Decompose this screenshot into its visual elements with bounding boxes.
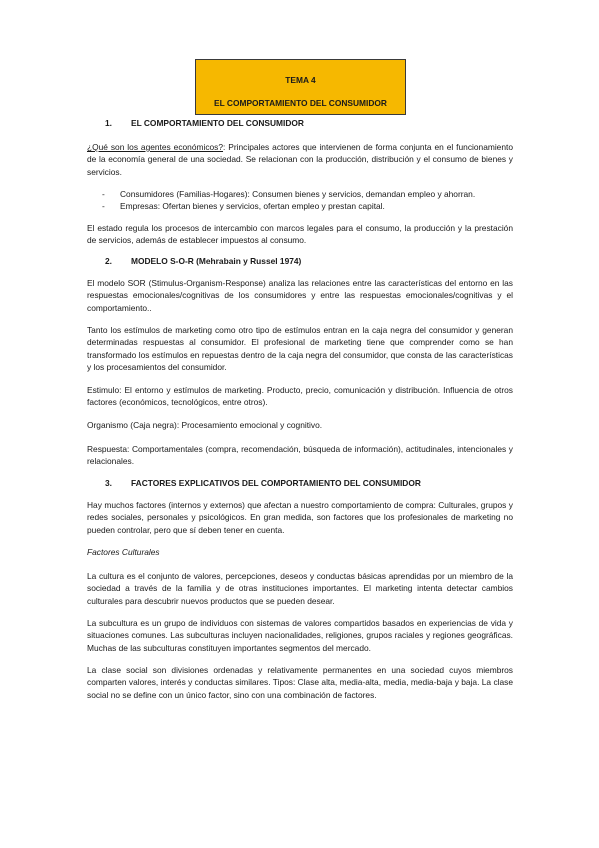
section-1-heading bbox=[87, 117, 513, 129]
estimulo-paragraph: Estimulo: El entorno y estímulos de marketing. Producto, precio, comunicación y distribución. Influencia de otros factores (económicos, tecnológicos, entre otros). bbox=[87, 385, 513, 408]
list-item bbox=[87, 188, 513, 200]
respuesta-paragraph: Respuesta: Comportamentales (compra, recomendación, búsqueda de información), actitudinales, intencionales y relacionales. bbox=[87, 444, 513, 467]
bullet-dash: - bbox=[102, 201, 105, 212]
section-3-number: 3. bbox=[105, 478, 112, 488]
section-2-number: 2. bbox=[105, 256, 112, 266]
clase-social-paragraph: La clase social son divisiones ordenadas y relativamente permanentes en una sociedad cuyos miembros comparten valores, interés y conductas similares. Tipos: Clase alta, media-alta, media, media-baja y baja. La clase social no se define con un único factor, sino con una combinación de factores. bbox=[87, 665, 513, 700]
title-box bbox=[195, 59, 406, 115]
cultural-factors-subheading: Factores Culturales bbox=[87, 547, 160, 557]
section-3-heading bbox=[87, 477, 513, 489]
estado-paragraph: El estado regula los procesos de intercambio con marcos legales para el consumo, la producción y la prestación de servicios, además de establecer impuestos al consumo. bbox=[87, 223, 513, 246]
section-2-title: MODELO S-O-R (Mehrabain y Russel 1974) bbox=[131, 256, 302, 266]
topic-number: TEMA 4 bbox=[285, 75, 316, 85]
agents-paragraph bbox=[87, 141, 513, 178]
agents-question: ¿Qué son los agentes económicos? bbox=[87, 142, 224, 152]
section-1-number: 1. bbox=[105, 118, 112, 128]
section-1-title: EL COMPORTAMIENTO DEL CONSUMIDOR bbox=[131, 118, 304, 128]
subcultura-paragraph: La subcultura es un grupo de individuos con sistemas de valores compartidos basados en experiencias de vida y situaciones comunes. Las subculturas incluyen nacionalidades, religiones, grupos raciales y regiones geográficas. Muchas de las subculturas constituyen importantes segmentos del mercado. bbox=[87, 618, 513, 653]
stimuli-paragraph: Tanto los estímulos de marketing como otro tipo de estímulos entran en la caja negra del consumidor y generan determinadas respuestas al consumidor. El profesional de marketing tiene que comprender como se han transformado los estímulos en repuestas dentro de la caja negra del consumidor, que consta de las características y los procesamientos del consumidor. bbox=[87, 325, 513, 373]
section-3-title: FACTORES EXPLICATIVOS DEL COMPORTAMIENTO DEL CONSUMIDOR bbox=[131, 478, 421, 488]
agents-list bbox=[87, 188, 513, 213]
agents-definition: : Principales actores que intervienen de forma conjunta en el funcionamiento de la economía general de una sociedad. Se relacionan con la producción, distribución y el consumo de bienes y servicios. bbox=[87, 142, 513, 177]
list-item-text: Empresas: Ofertan bienes y servicios, ofertan empleo y prestan capital. bbox=[120, 201, 385, 212]
list-item bbox=[87, 200, 513, 212]
section-2-heading bbox=[87, 255, 513, 267]
factors-paragraph: Hay muchos factores (internos y externos) que afectan a nuestro comportamiento de compra: Culturales, grupos y redes sociales, personales y psicológicos. En gran medida, son factores que los profesionales de marketing no pueden controlar, pero que sí deben tener en cuenta. bbox=[87, 500, 513, 535]
bullet-dash: - bbox=[102, 189, 105, 199]
sor-paragraph: El modelo SOR (Stimulus-Organism-Response) analiza las relaciones entre las características del entorno en las respuestas emocionales/cognitivas de los consumidores y entre las respuestas emocionales/cognitivas y el comportamiento.. bbox=[87, 278, 513, 313]
list-item-text: Consumidores (Familias-Hogares): Consumen bienes y servicios, demandan empleo y ahorran. bbox=[120, 189, 476, 199]
organismo-paragraph: Organismo (Caja negra): Procesamiento emocional y cognitivo. bbox=[87, 420, 323, 430]
topic-title: EL COMPORTAMIENTO DEL CONSUMIDOR bbox=[214, 98, 387, 108]
cultura-paragraph: La cultura es el conjunto de valores, percepciones, deseos y conductas básicas aprendidas por un miembro de la sociedad a través de la familia y de otras instituciones importantes. El marketing intenta detectar cambios culturales para descubrir nuevos productos que se pueden desear. bbox=[87, 571, 513, 606]
